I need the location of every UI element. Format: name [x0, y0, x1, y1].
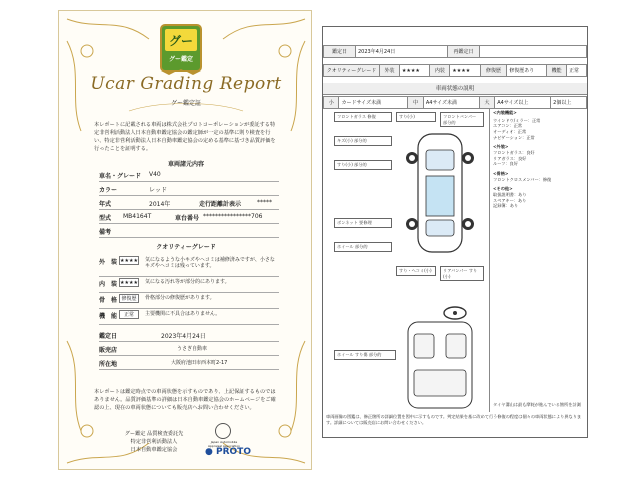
size-label: 大: [479, 97, 494, 109]
vehicle-name-label: 車名・グレード: [99, 173, 142, 180]
vehicle-year-row: [99, 197, 279, 210]
legend-heading: <外装>: [493, 144, 509, 150]
damage-note: すり・ヘコミ(小): [396, 266, 436, 276]
date-label: 鑑定日: [324, 46, 356, 58]
chassis-label: 車台番号: [175, 215, 200, 222]
vehicle-top-view-diagram: [396, 128, 484, 258]
mileage-label: 走行距離計表示: [199, 201, 242, 208]
damage-note: ホイール すり傷 部分的: [334, 350, 396, 360]
shop-label: 販売店: [99, 347, 118, 354]
damage-note: キズ(小) 部分的: [334, 136, 392, 146]
size-desc: A4サイズ以上: [495, 97, 551, 109]
legend-item: ナビゲーション：正常: [493, 134, 535, 140]
grade-label: 内装: [430, 65, 450, 77]
vehicle-color-value: レッド: [149, 187, 167, 194]
location-row: [99, 357, 279, 370]
jaaa-logo-icon: [215, 423, 231, 439]
sheet-date-table: [323, 45, 587, 58]
vehicle-model-row: [99, 211, 279, 224]
quality-label: 骨 格: [99, 297, 118, 304]
issue-date-value: 2023年4月24日: [161, 333, 206, 340]
certificate-title: Ucar Grading Report: [90, 74, 282, 94]
quality-row-frame: [99, 293, 279, 309]
quality-grade: ★★★★: [120, 258, 138, 264]
damage-note: すり(小): [396, 112, 436, 122]
damage-note: すり(小) 部分的: [334, 160, 392, 170]
sheet-notes: 車両画像の図鑑は、修正箇所の詳細位置を図中に示すものです。判定結果を基に改めて行う修復の程度は個々の車両状態により異なります。詳細については販売店にお問い合わせください。: [326, 414, 582, 426]
issue-date-label: 鑑定日: [99, 333, 118, 340]
quality-grade: ★★★★: [120, 280, 138, 286]
quality-desc: 主要機関に不具合はありません。: [145, 311, 221, 317]
size-desc: A4サイズ未満: [423, 97, 479, 109]
grade-value: 正常: [567, 65, 587, 77]
quality-desc: 気になる汚れ等が部分的にあります。: [145, 279, 230, 285]
legend-item: スペアキー：あり: [493, 197, 527, 203]
legend-item: 記録簿：あり: [493, 203, 519, 209]
certificate-subtitle: グー鑑定証: [170, 100, 201, 107]
recheck-label: 再鑑定日: [448, 46, 480, 58]
proto-logo-icon: ●: [205, 447, 213, 457]
quality-grade-label: クオリティーグレード: [324, 65, 380, 77]
vehicle-name-value: V40: [149, 171, 161, 178]
vehicle-notes-row: [99, 225, 279, 238]
damage-note: フロントガラス 修復: [334, 112, 392, 122]
grade-value: 修復歴あり: [507, 65, 547, 77]
grade-label: 修復歴: [480, 65, 507, 77]
legend-heading: <内装機能>: [493, 110, 517, 115]
legend-item: リアガラス：良好: [493, 155, 527, 161]
quality-label: 機 能: [99, 313, 118, 320]
legend-heading: <骨格>: [493, 171, 509, 177]
quality-desc: 骨格部分の修復歴があります。: [145, 295, 215, 301]
quality-grade: 正常: [119, 310, 139, 319]
jaaa-caption: Japan Automobile Appraisal Association: [207, 440, 241, 448]
inspection-legend: [489, 108, 585, 412]
mileage-value: *****: [257, 199, 272, 206]
association-name: グー鑑定 品質検査委託先 特定非営利活動法人 日本自動車鑑定協会: [124, 431, 184, 453]
vehicle-year-value: 2014年: [149, 201, 171, 208]
damage-note: フロントバンパー 部分的: [440, 112, 484, 127]
legend-item: ウインドウ/ミラー：正常: [493, 117, 541, 123]
quality-desc: 気になるような小キズやヘコミは補修済みですが、小さなキズやヘコミは残っています。: [145, 257, 275, 270]
certificate-intro: 本レポートに記載される車両は株式会社プロトコーポレーションが委託する特定非営利活動法人日本自動車鑑定協会の鑑定師が一定の基準に則り検査を行い、特定非営利活動法人日本自動車鑑定協会の定める基準に基づき品質評価を行ったことを証明する。: [94, 122, 276, 153]
badge-label: グー鑑定: [168, 56, 193, 63]
damage-note: ボンネット 要修理: [334, 218, 392, 228]
legend-footer: タイヤ溝山は最も摩耗が進んでいる箇所を計測: [493, 402, 581, 408]
proto-logo: [205, 447, 251, 457]
recheck-value: [480, 46, 587, 58]
date-value: 2023年4月24日: [356, 46, 448, 58]
chassis-value: ****************706: [203, 213, 263, 220]
damage-note: リアバンパー すり(小): [440, 266, 484, 281]
size-label: 中: [408, 97, 423, 109]
quality-section-title: クオリティーグレード: [156, 244, 216, 251]
size-desc: カードサイズ未満: [339, 97, 408, 109]
grading-certificate: [58, 10, 312, 470]
vehicle-color-row: [99, 183, 279, 196]
quality-row-exterior: [99, 255, 279, 277]
legend-item: フロントクロスメンバー：修復: [493, 176, 552, 182]
sheet-grade-table: [323, 64, 587, 77]
legend-item: オーディオ：正常: [493, 129, 527, 135]
quality-grade: 修復歴: [119, 294, 139, 303]
legend-item: 取扱説明書：あり: [493, 192, 527, 198]
certificate-footer-text: 本レポートは鑑定時点での車両状態を示すものであり、上記保証するものではありません。品質評価基準の詳細は日本自動車鑑定協会のホームページをご確認の上、現在の車両状態についても販売店へお問い合わせください。: [94, 389, 276, 412]
goo-appraisal-badge-icon: [153, 21, 209, 77]
vehicle-model-label: 型式: [99, 215, 112, 222]
grade-label: 機能: [547, 65, 567, 77]
location-value: 大阪府池田市西本町2-17: [171, 360, 228, 366]
legend-item: フロントガラス：良好: [493, 150, 535, 156]
damage-note: ホイール 部分的: [334, 242, 392, 252]
legend-item: ルーフ：良好: [493, 161, 518, 167]
quality-label: 内 装: [99, 281, 118, 288]
shop-value: うさぎ自動車: [177, 346, 208, 352]
size-desc: 2個以上: [551, 97, 587, 109]
size-label: 小: [324, 97, 339, 109]
quality-row-interior: [99, 277, 279, 293]
location-label: 所在地: [99, 361, 118, 368]
vehicle-color-label: カラー: [99, 187, 118, 194]
grade-label: 外装: [380, 65, 400, 77]
grade-value: ★★★★: [450, 65, 480, 77]
vehicle-section-title: 車両諸元内容: [167, 161, 204, 168]
state-section-title: 車両状態の説明: [323, 83, 587, 95]
vehicle-model-value: MB4164T: [123, 213, 152, 220]
svg-text:グー: グー: [168, 34, 194, 48]
shop-row: [99, 343, 279, 356]
grade-value: ★★★★: [399, 65, 429, 77]
proto-logo-text: PROTO: [216, 447, 251, 457]
legend-heading: <その他>: [493, 186, 513, 192]
vehicle-interior-diagram: [402, 318, 478, 412]
vehicle-year-label: 年式: [99, 201, 112, 208]
quality-label: 外 装: [99, 259, 118, 266]
quality-row-function: [99, 309, 279, 325]
issue-date-row: [99, 329, 279, 342]
legend-item: エアコン：正常: [493, 123, 523, 129]
vehicle-notes-label: 備考: [99, 229, 112, 236]
vehicle-name-row: [99, 169, 279, 182]
